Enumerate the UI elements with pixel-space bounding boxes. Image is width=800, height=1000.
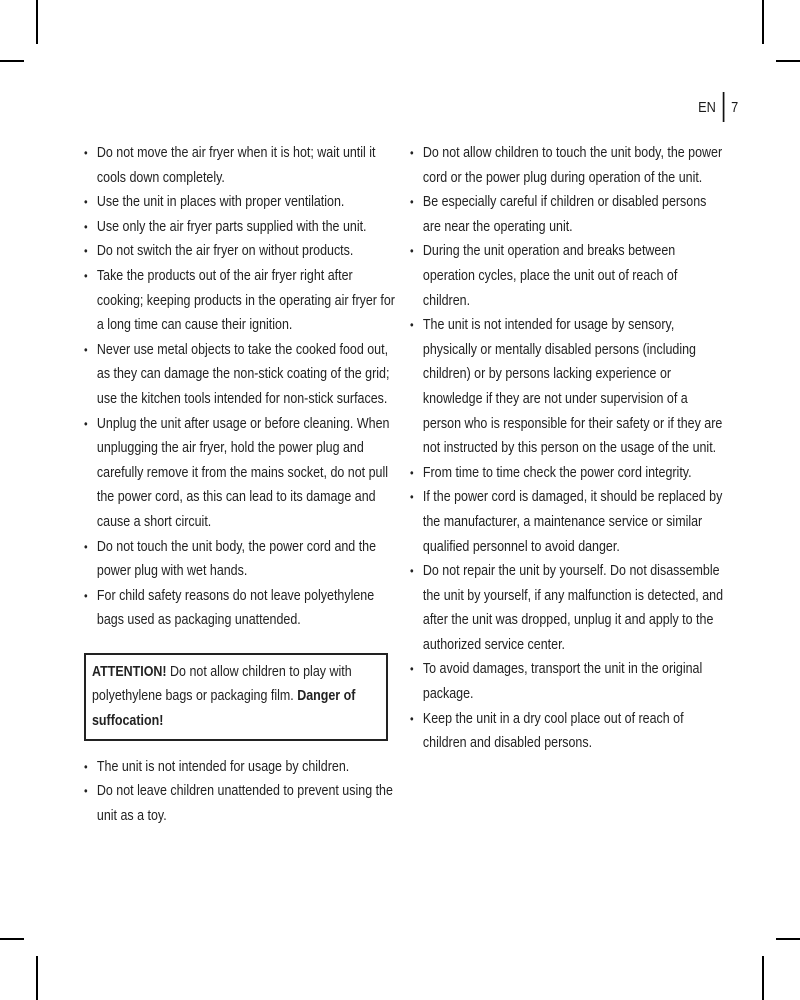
list-item: • Use the unit in places with proper ventilation. [84, 190, 400, 215]
crop-mark [36, 956, 38, 1000]
list-item: • For child safety reasons do not leave polyethylene bags used as packaging unattended. [84, 584, 400, 633]
list-item: • Unplug the unit after usage or before cleaning. When unplugging the air fryer, hold the power plug and carefully remove it from the mains socket, do not pull the power cord, as this can lead to its damage and cause a short circuit. [84, 412, 400, 535]
safety-list [84, 141, 395, 633]
attention-label: ATTENTION! [92, 663, 167, 680]
list-item: • Be especially careful if children or disabled persons are near the operating unit. [410, 190, 726, 239]
right-column [410, 141, 724, 756]
list-item: • Do not touch the unit body, the power cord and the power plug with wet hands. [84, 535, 400, 584]
page-header [698, 92, 738, 122]
list-item: • Take the products out of the air fryer right after cooking; keeping products in the operating air fryer for a long time can cause their ignition. [84, 264, 400, 338]
attention-text: Do not allow children to play with polyethylene bags or packaging film. [92, 663, 352, 705]
safety-list [410, 141, 724, 756]
crop-mark [0, 60, 24, 62]
list-item: • Do not switch the air fryer on without products. [84, 239, 400, 264]
list-item: • To avoid damages, transport the unit in the original package. [410, 657, 726, 706]
list-item: • If the power cord is damaged, it should be replaced by the manufacturer, a maintenance service or similar qualified personnel to avoid danger. [410, 485, 726, 559]
list-item: • During the unit operation and breaks between operation cycles, place the unit out of reach of children. [410, 239, 726, 313]
attention-box [84, 653, 388, 741]
page-number: 7 [730, 98, 738, 116]
crop-mark [0, 938, 24, 940]
safety-list-continued [84, 755, 393, 829]
danger-warning: Danger of suffocation! [92, 688, 356, 730]
list-item: • Do not repair the unit by yourself. Do not disassemble the unit by yourself, if any malfunction is detected, and after the unit was dropped, unplug it and apply to the authorized service center. [410, 559, 726, 657]
crop-mark [776, 938, 800, 940]
crop-mark [762, 0, 764, 44]
list-item: • Do not move the air fryer when it is hot; wait until it cools down completely. [84, 141, 400, 190]
list-item: • The unit is not intended for usage by sensory, physically or mentally disabled persons (including children) or by persons lacking experience or knowledge if they are not under supervision of a person who is responsible for their safety or if they are not instructed by this person on the usage of the unit. [410, 313, 726, 461]
list-item: • Never use metal objects to take the cooked food out, as they can damage the non-stick coating of the grid; use the kitchen tools intended for non-stick surfaces. [84, 338, 400, 412]
language-code: EN [697, 98, 716, 116]
list-item: • Keep the unit in a dry cool place out of reach of children and disabled persons. [410, 707, 726, 756]
list-item: • From time to time check the power cord integrity. [410, 461, 726, 486]
crop-mark [762, 956, 764, 1000]
list-item: • Use only the air fryer parts supplied with the unit. [84, 215, 400, 240]
crop-mark [36, 0, 38, 44]
list-item: • Do not leave children unattended to prevent using the unit as a toy. [84, 779, 400, 828]
list-item: • Do not allow children to touch the unit body, the power cord or the power plug during operation of the unit. [410, 141, 726, 190]
left-column [84, 141, 395, 828]
list-item: • The unit is not intended for usage by children. [84, 755, 400, 780]
crop-mark [776, 60, 800, 62]
